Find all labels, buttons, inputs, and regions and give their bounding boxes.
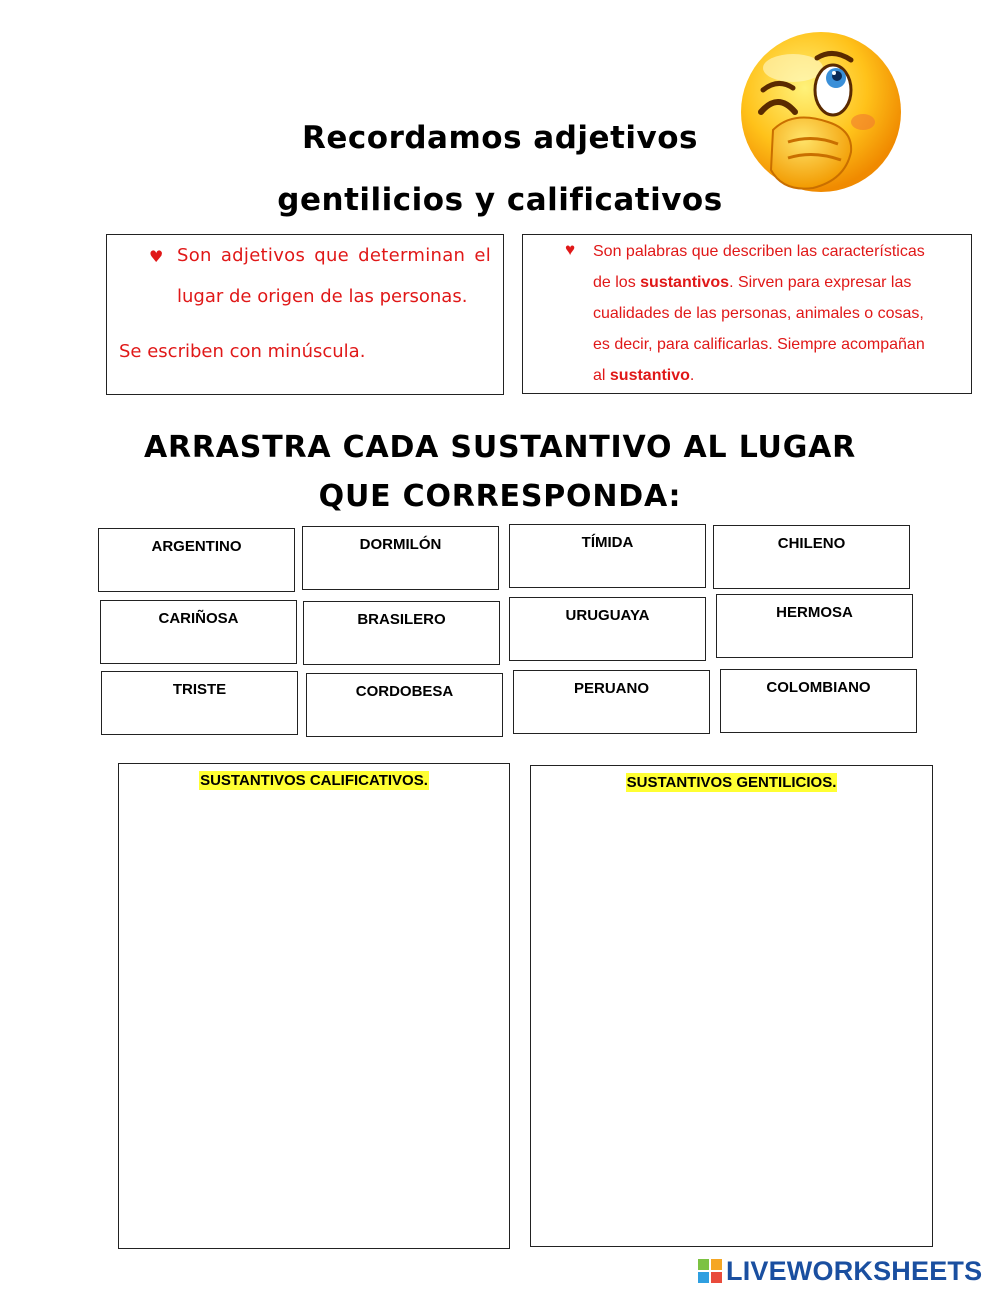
info-right-line4: es decir, para calificarlas. Siempre acompañan	[593, 336, 925, 353]
draggable-card[interactable]: URUGUAYA	[509, 597, 706, 661]
info-right-line2c: . Sirven para expresar las	[729, 274, 912, 291]
info-right-line1: Son palabras que describen las características	[593, 243, 925, 260]
instruction-heading	[0, 430, 1000, 465]
draggable-card[interactable]: BRASILERO	[303, 601, 500, 665]
calificativo-info-box	[522, 234, 972, 394]
draggable-card[interactable]: HERMOSA	[716, 594, 913, 658]
logo-text: LIVEWORKSHEETS	[726, 1256, 983, 1286]
liveworksheets-logo	[698, 1256, 998, 1286]
info-left-line3: Se escriben con minúscula.	[119, 341, 366, 362]
info-right-bold-sustantivos: sustantivos	[640, 274, 730, 291]
page-title	[0, 120, 1000, 156]
draggable-card[interactable]: ARGENTINO	[98, 528, 295, 592]
draggable-card[interactable]: CARIÑOSA	[100, 600, 297, 664]
gentilicio-info-box	[106, 234, 504, 395]
drop-zone-calificativos[interactable]	[118, 763, 510, 1249]
draggable-card[interactable]: DORMILÓN	[302, 526, 499, 590]
drop-zone-label	[531, 774, 932, 791]
instruction-line2: QUE CORRESPONDA:	[318, 479, 682, 514]
info-right-line2	[593, 274, 911, 292]
heart-bullet-icon: ♥	[565, 240, 576, 259]
heart-bullet-icon: ♥	[149, 247, 164, 266]
draggable-card[interactable]: CORDOBESA	[306, 673, 503, 737]
draggable-card[interactable]: TRISTE	[101, 671, 298, 735]
info-right-line5c: .	[689, 367, 695, 384]
page-subtitle	[0, 182, 1000, 218]
logo-mark-icon	[698, 1259, 722, 1283]
drop-zone-label	[119, 772, 509, 789]
info-right-line5a: al	[593, 367, 610, 384]
info-left-line1: Son adjetivos que determinan el	[177, 245, 491, 266]
title-line2: gentilicios y calificativos	[277, 182, 723, 218]
zone-label-calificativos: SUSTANTIVOS CALIFICATIVOS.	[200, 772, 428, 789]
info-right-line3: cualidades de las personas, animales o cosas,	[593, 305, 924, 322]
draggable-card[interactable]: COLOMBIANO	[720, 669, 917, 733]
info-right-bold-sustantivo: sustantivo	[609, 367, 690, 384]
title-line1: Recordamos adjetivos	[302, 120, 698, 156]
info-right-line2a: de los	[593, 274, 641, 291]
instruction-line1: ARRASTRA CADA SUSTANTIVO AL LUGAR	[143, 430, 857, 465]
thinking-emoji-icon	[733, 30, 913, 200]
instruction-heading-2	[0, 479, 1000, 514]
draggable-card[interactable]: CHILENO	[713, 525, 910, 589]
info-right-line5	[593, 367, 694, 385]
draggable-card[interactable]: PERUANO	[513, 670, 710, 734]
draggable-card[interactable]: TÍMIDA	[509, 524, 706, 588]
zone-label-gentilicios: SUSTANTIVOS GENTILICIOS.	[626, 774, 837, 791]
drop-zone-gentilicios[interactable]	[530, 765, 933, 1247]
info-left-line2: lugar de origen de las personas.	[177, 286, 468, 307]
